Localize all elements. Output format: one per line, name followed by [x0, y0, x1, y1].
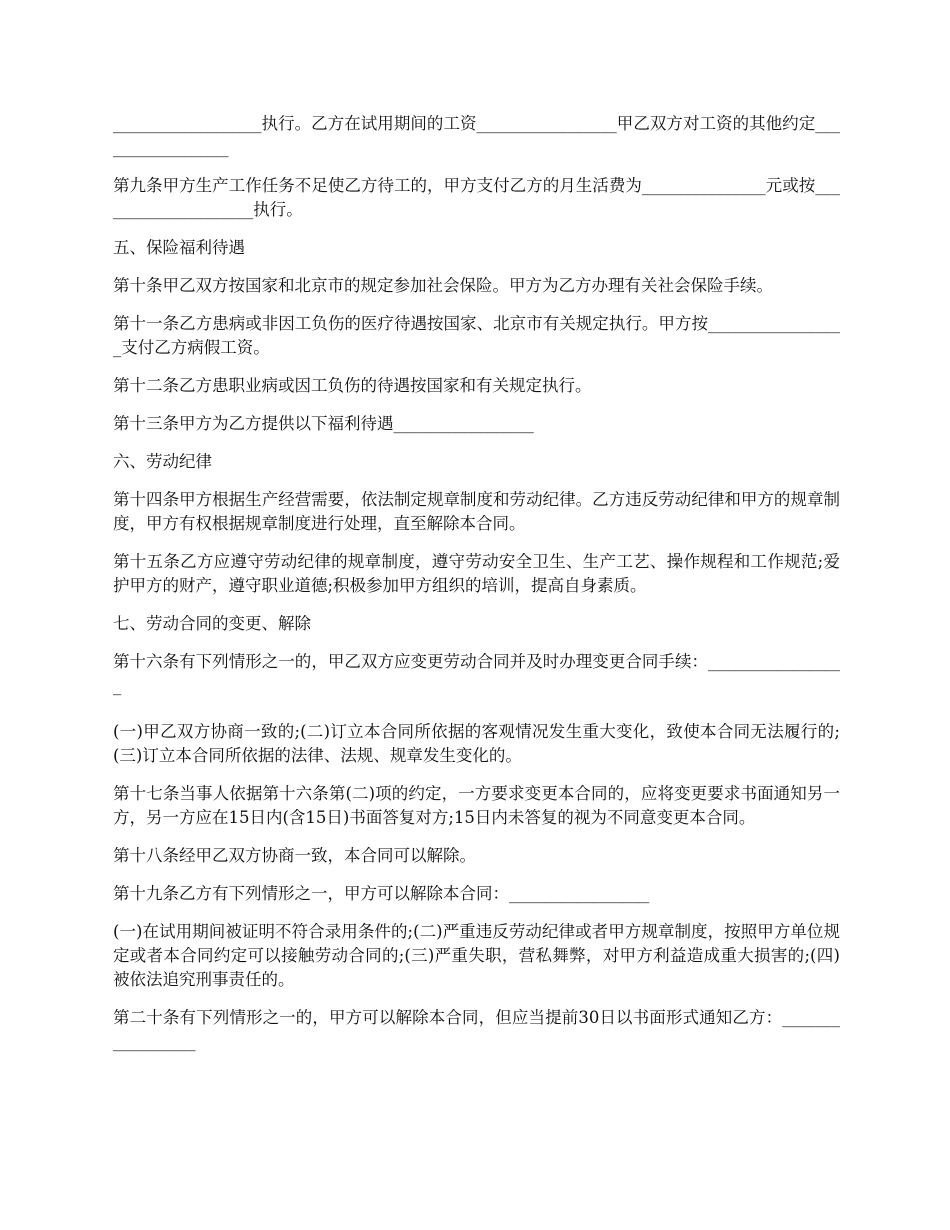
paragraph-article-19: 第十九条乙方有下列情形之一，甲方可以解除本合同：_________________ [113, 884, 650, 903]
section-heading-discipline: 六、劳动纪律 [113, 452, 212, 471]
paragraph-article-9: 第九条甲方生产工作任务不足使乙方待工的，甲方支付乙方的月生活费为_______________元或按____________________执行。 [113, 176, 840, 219]
paragraph-article-14: 第十四条甲方根据生产经营需要，依法制定规章制度和劳动纪律。乙方违反劳动纪律和甲方的规章制度，甲方有权根据规章制度进行处理，直至解除本合同。 [113, 490, 840, 533]
paragraph-article-11: 第十一条乙方患病或非因工负伤的医疗待遇按国家、北京市有关规定执行。甲方按_________________支付乙方病假工资。 [113, 314, 840, 357]
paragraph-article-18: 第十八条经甲乙双方协商一致，本合同可以解除。 [113, 846, 476, 865]
paragraph-wage-probation: __________________执行。乙方在试用期间的工资_________________甲乙双方对工资的其他约定_________________ [113, 114, 840, 157]
paragraph-article-15: 第十五条乙方应遵守劳动纪律的规章制度，遵守劳动安全卫生、生产工艺、操作规程和工作规范;爱护甲方的财产，遵守职业道德;积极参加甲方组织的培训，提高自身素质。 [113, 552, 840, 595]
paragraph-article-16-items: (一)甲乙双方协商一致的;(二)订立本合同所依据的客观情况发生重大变化，致使本合同无法履行的;(三)订立本合同所依据的法律、法规、规章发生变化的。 [113, 722, 840, 765]
section-heading-insurance: 五、保险福利待遇 [113, 238, 245, 257]
paragraph-article-10: 第十条甲乙双方按国家和北京市的规定参加社会保险。甲方为乙方办理有关社会保险手续。 [113, 276, 773, 295]
document-page [113, 112, 840, 1068]
paragraph-article-12: 第十二条乙方患职业病或因工负伤的待遇按国家和有关规定执行。 [113, 376, 592, 395]
section-heading-contract-change: 七、劳动合同的变更、解除 [113, 614, 311, 633]
paragraph-article-13: 第十三条甲方为乙方提供以下福利待遇_________________ [113, 414, 534, 433]
paragraph-article-17: 第十七条当事人依据第十六条第(二)项的约定，一方要求变更本合同的，应将变更要求书面通知另一方，另一方应在15日内(含15日)书面答复对方;15日内未答复的视为不同意变更本合同。 [113, 784, 840, 827]
paragraph-article-19-items: (一)在试用期间被证明不符合录用条件的;(二)严重违反劳动纪律或者甲方规章制度，按照甲方单位规定或者本合同约定可以接触劳动合同的;(三)严重失职，营私舞弊，对甲方利益造成重大损害的;(四)被依法追究刑事责任的。 [113, 922, 840, 989]
paragraph-article-16: 第十六条有下列情形之一的，甲乙双方应变更劳动合同并及时办理变更合同手续：_________________ [113, 652, 840, 695]
paragraph-article-20: 第二十条有下列情形之一的，甲方可以解除本合同，但应当提前30日以书面形式通知乙方：_________________ [113, 1008, 840, 1051]
